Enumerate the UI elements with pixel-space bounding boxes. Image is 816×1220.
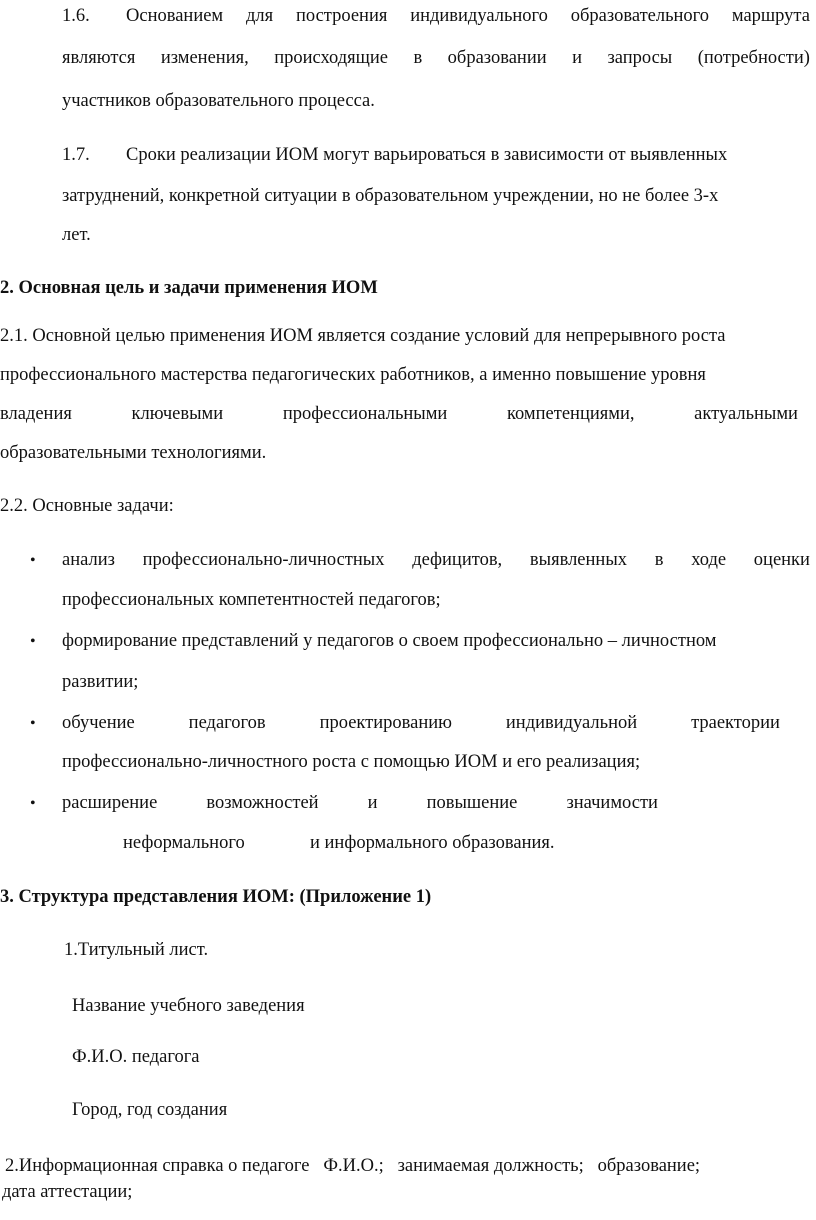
bullet-marker: • xyxy=(30,795,36,812)
task-4-line-1: расширение возможностей и повышение значимости xyxy=(62,793,658,813)
clause-1-6-line-3: участников образовательного процесса. xyxy=(62,91,375,111)
task-1-line-2: профессиональных компетентностей педагогов; xyxy=(62,590,441,610)
bullet-marker: • xyxy=(30,552,36,569)
paragraph-2-1-line-1: 2.1. Основной целью применения ИОМ является создание условий для непрерывного роста xyxy=(0,326,726,346)
task-4-line-2-part-1: неформального xyxy=(123,833,245,853)
bullet-marker: • xyxy=(30,633,36,650)
task-4-line-2-part-2: и информального образования. xyxy=(310,833,555,853)
structure-item-2-line-2: дата аттестации; xyxy=(2,1182,133,1202)
task-1-line-1: анализ профессионально-личностных дефицитов, выявленных в ходе оценки xyxy=(62,550,810,570)
structure-item-1-school-name: Название учебного заведения xyxy=(72,996,305,1016)
task-3-line-1: обучение педагогов проектированию индивидуальной траектории xyxy=(62,713,780,733)
structure-item-1-teacher-name: Ф.И.О. педагога xyxy=(72,1047,200,1067)
clause-1-7-line-2: затруднений, конкретной ситуации в образовательном учреждении, но не более 3-х xyxy=(62,186,719,206)
paragraph-2-1-line-2: профессионального мастерства педагогических работников, а именно повышение уровня xyxy=(0,365,706,385)
structure-item-1-city-year: Город, год создания xyxy=(72,1100,228,1120)
bullet-marker: • xyxy=(30,715,36,732)
section-3-heading: 3. Структура представления ИОМ: (Приложение 1) xyxy=(0,887,432,907)
section-2-heading: 2. Основная цель и задачи применения ИОМ xyxy=(0,278,378,298)
task-2-line-2: развитии; xyxy=(62,672,139,692)
clause-number-1-7: 1.7. xyxy=(62,145,90,165)
structure-item-1: 1.Титульный лист. xyxy=(64,940,209,960)
clause-1-7-line-3: лет. xyxy=(62,225,91,245)
clause-1-7-line-1: Сроки реализации ИОМ могут варьироваться в зависимости от выявленных xyxy=(126,145,728,165)
task-2-line-1: формирование представлений у педагогов о своем профессионально – личностном xyxy=(62,631,717,651)
paragraph-2-1-line-4: образовательными технологиями. xyxy=(0,443,267,463)
clause-1-6-line-2: являются изменения, происходящие в образовании и запросы (потребности) xyxy=(62,48,810,68)
structure-item-2-line-1: 2.Информационная справка о педагоге Ф.И.О.; занимаемая должность; образование; xyxy=(5,1156,701,1176)
clause-number-1-6: 1.6. xyxy=(62,6,90,26)
paragraph-2-2: 2.2. Основные задачи: xyxy=(0,496,174,516)
task-3-line-2: профессионально-личностного роста с помощью ИОМ и его реализация; xyxy=(62,752,641,772)
paragraph-2-1-line-3: владения ключевыми профессиональными компетенциями, актуальными xyxy=(0,404,798,424)
clause-1-6-line-1: Основанием для построения индивидуального образовательного маршрута xyxy=(126,6,810,26)
